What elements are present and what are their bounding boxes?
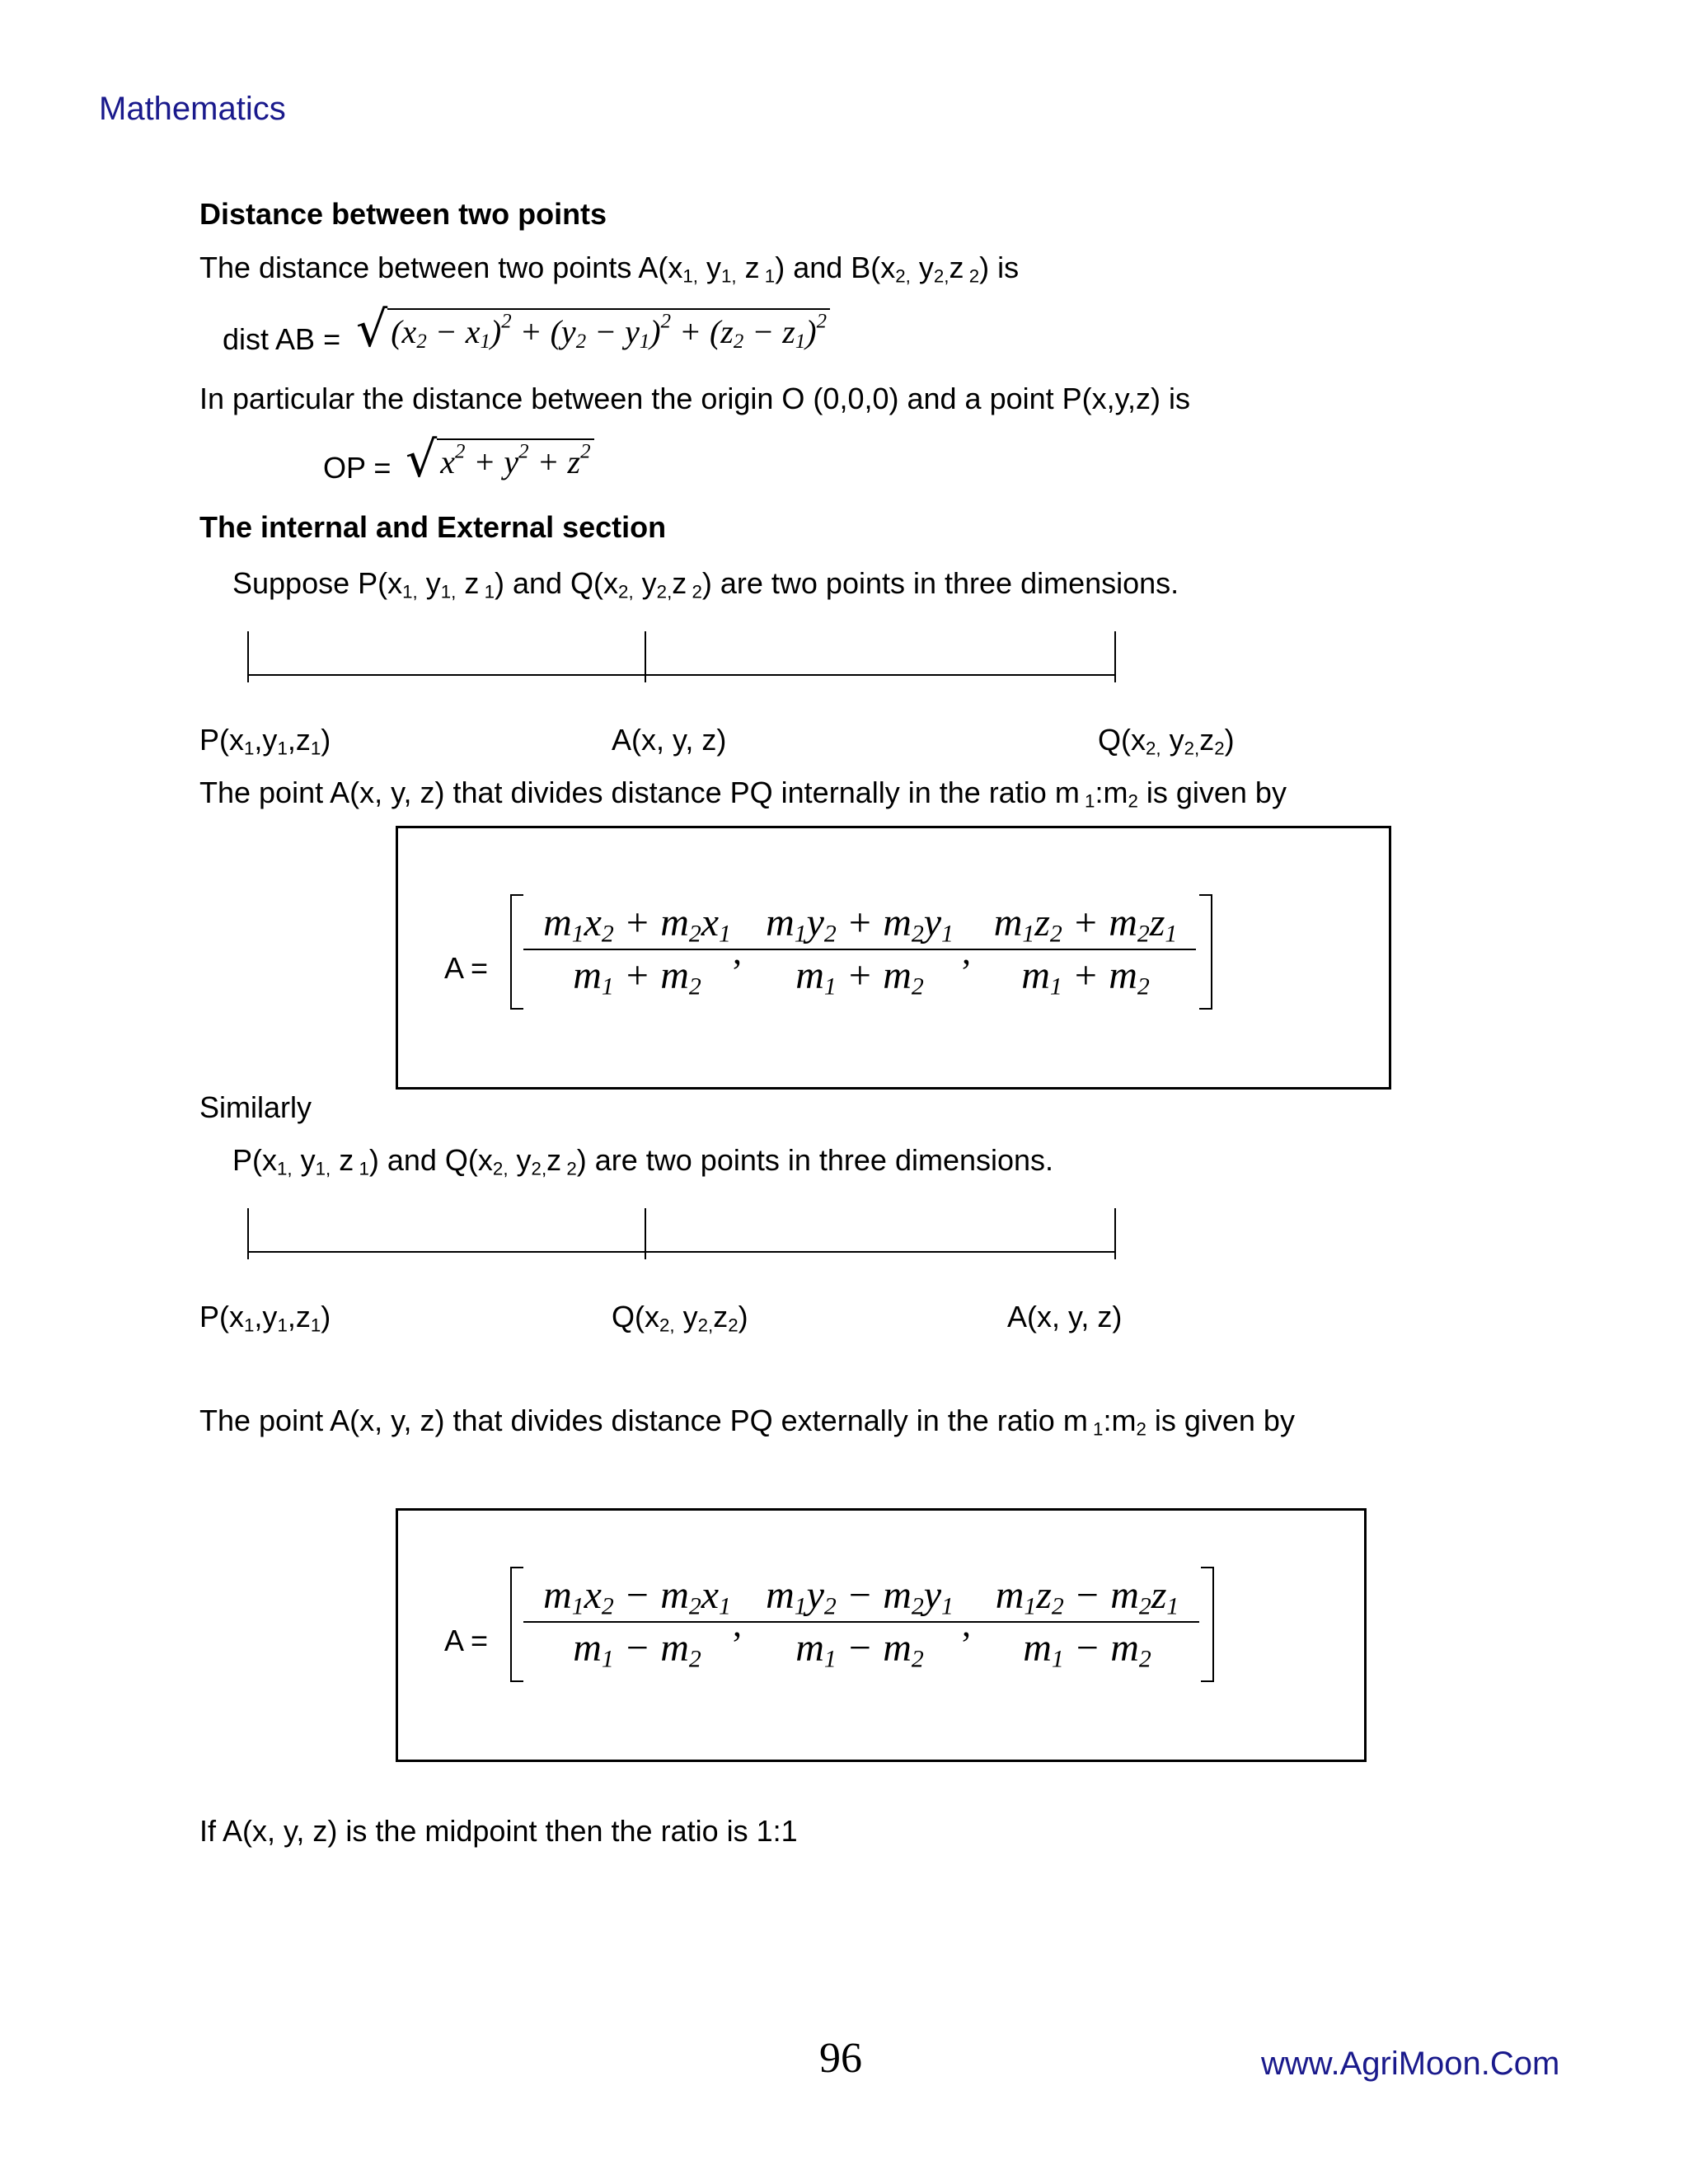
midpoint-text: If A(x, y, z) is the midpoint then the ratio is 1:1 (199, 1814, 798, 1848)
label-point-a: A(x, y, z) (612, 723, 727, 757)
op-formula: √ $x^2 + y^2 + z^2$ (406, 435, 594, 485)
internal-ratio-text: The point A(x, y, z) that divides distance PQ internally in the ratio m $_1:m_2$ is given by (199, 776, 1287, 812)
tick-a2 (1114, 1208, 1116, 1259)
tick-q (1114, 631, 1116, 682)
label-point-p: $P(x_1,y_1,z_1)$ (199, 723, 331, 759)
section-heading-distance: Distance between two points (199, 197, 607, 231)
external-right-bracket (1201, 1567, 1214, 1682)
segment-qa2 (646, 1251, 1116, 1253)
label-point-a2: A(x, y, z) (1007, 1300, 1123, 1333)
dist-ab-formula: √ $(x_2 - x_1)^2 + (y_2 - y_1)^2 + (z_2 - z_1)^2$ (356, 305, 830, 354)
external-x-fraction: $\frac{m_1x_2 - m_2x_1}{m_1 - m_2}$ (523, 1570, 751, 1674)
segment-aq (646, 674, 1116, 676)
segment-pq2 (247, 1251, 646, 1253)
internal-z-fraction: $\frac{m_1z_2 + m_2z_1}{m_1 + m_2}$ (975, 898, 1196, 1001)
similarly-text: Similarly (199, 1090, 312, 1124)
internal-x-fraction: $\frac{m_1x_2 + m_2x_1}{m_1 + m_2}$ (523, 898, 751, 1001)
op-label: OP = (323, 451, 392, 485)
footer-url[interactable]: www.AgriMoon.Com (1261, 2046, 1560, 2082)
internal-right-bracket (1199, 894, 1212, 1010)
section-heading-section-formula: The internal and External section (199, 510, 667, 544)
external-a-label: A = (444, 1624, 489, 1657)
internal-y-fraction: $\frac{m_1y_2 + m_2y_1}{m_1 + m_2}$ (744, 898, 975, 1001)
external-y-fraction: $\frac{m_1y_2 - m_2y_1}{m_1 - m_2}$ (744, 1570, 975, 1674)
external-left-bracket (510, 1567, 523, 1682)
external-z-fraction: $\frac{m_1z_2 - m_2z_1}{m_1 - m_2}$ (975, 1570, 1199, 1674)
external-formula-box: A = $\frac{m_1x_2 - m_2x_1}{m_1 - m_2}$ , $\frac{m_1y_2 - m_2y_1}{m_1 - m_2}$ , $\frac{m_1z_2 - m_2z_1}{m_1 - m_2}$ (396, 1508, 1367, 1762)
label-point-q: $Q(x_{2,}$ $y_{2,}z_2$) (1098, 723, 1235, 759)
origin-distance-text: In particular the distance between the origin O (0,0,0) and a point P(x,y,z) is (199, 382, 1190, 415)
internal-left-bracket (510, 894, 523, 1010)
segment-pa (247, 674, 646, 676)
external-ratio-text: The point A(x, y, z) that divides distance PQ externally in the ratio m $_1:m_2$ is given by (199, 1404, 1295, 1440)
internal-formula-box: A = $\frac{m_1x_2 + m_2x_1}{m_1 + m_2}$ , $\frac{m_1y_2 + m_2y_1}{m_1 + m_2}$ , $\frac{m_1z_2 + m_2z_1}{m_1 + m_2}$ (396, 826, 1391, 1090)
internal-a-label: A = (444, 951, 489, 985)
page-number: 96 (819, 2035, 862, 2082)
suppose-text: Suppose $P(x_{1,}$ $y_{1,}$ z $_1$) and $Q(x_{2,}$ $y_{2,}z$ $_2$) are two points in three dimensions. (232, 566, 1179, 602)
dist-ab-label: dist AB = (223, 322, 341, 356)
label-point-q2: $Q(x_{2,}$ $y_{2,}z_2$) (612, 1300, 748, 1336)
second-points-text: $P(x_{1,}$ $y_{1,}$ z $_1$) and $Q(x_{2,}$ $y_{2,}z$ $_2$) are two points in three dimensions. (232, 1143, 1054, 1179)
page-header-title: Mathematics (99, 91, 286, 127)
distance-intro-text: The distance between two points $A(x_{1,}$ $y_{1,}$ z $_1$) and $B(x_{2,}$ $y_{2,}z$ $_2$) is (199, 251, 1020, 287)
label-point-p2: $P(x_1,y_1,z_1)$ (199, 1300, 331, 1336)
